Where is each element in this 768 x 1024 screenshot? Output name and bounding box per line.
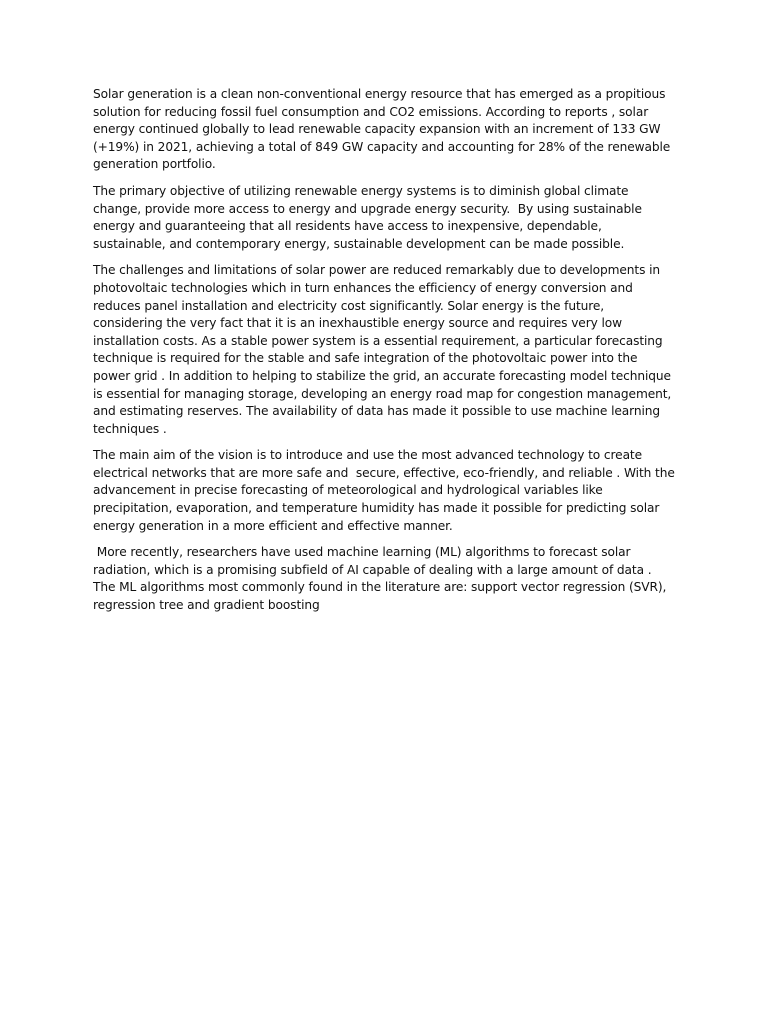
paragraph-machine-learning: More recently, researchers have used machine learning (ML) algorithms to forecast solar radiation, which is a promising subfield of AI capable of dealing with a large amount of data . The ML algorithms most commonly found in the literature are: support vector regression (SVR), regression tree and gradient boosting <box>93 545 671 613</box>
paragraph-challenges-limitations: The challenges and limitations of solar power are reduced remarkably due to developments in photovoltaic technologies which in turn enhances the efficiency of energy conversion and reduces panel installation and electricity cost significantly. Solar energy is the future, considering the very fact that it is an inexhaustible energy source and requires very low installation costs. As a stable power system is a essential requirement, a particular forecasting technique is required for the stable and safe integration of the photovoltaic power into the power grid . In addition to helping to stabilize the grid, an accurate forecasting model technique is essential for managing storage, developing an energy road map for congestion management, and estimating reserves. The availability of data has made it possible to use machine learning techniques . <box>93 263 675 436</box>
paragraph-renewable-objective: The primary objective of utilizing renewable energy systems is to diminish global climate change, provide more access to energy and upgrade energy security. By using sustainable energy and guaranteeing that all residents have access to inexpensive, dependable, sustainable, and contemporary energy, sustainable development can be made possible. <box>93 183 646 251</box>
document-body <box>93 86 677 624</box>
paragraph-solar-generation: Solar generation is a clean non-conventional energy resource that has emerged as a propitious solution for reducing fossil fuel consumption and CO2 emissions. According to reports , solar energy continued globally to lead renewable capacity expansion with an increment of 133 GW (+19%) in 2021, achieving a total of 849 GW capacity and accounting for 28% of the renewable generation portfolio. <box>93 87 674 172</box>
paragraph-main-aim: The main aim of the vision is to introduce and use the most advanced technology to create electrical networks that are more safe and secure, effective, eco-friendly, and reliable . With the advancement in precise forecasting of meteorological and hydrological variables like precipitation, evaporation, and temperature humidity has made it possible for predicting solar energy generation in a more efficient and effective manner. <box>93 448 679 533</box>
